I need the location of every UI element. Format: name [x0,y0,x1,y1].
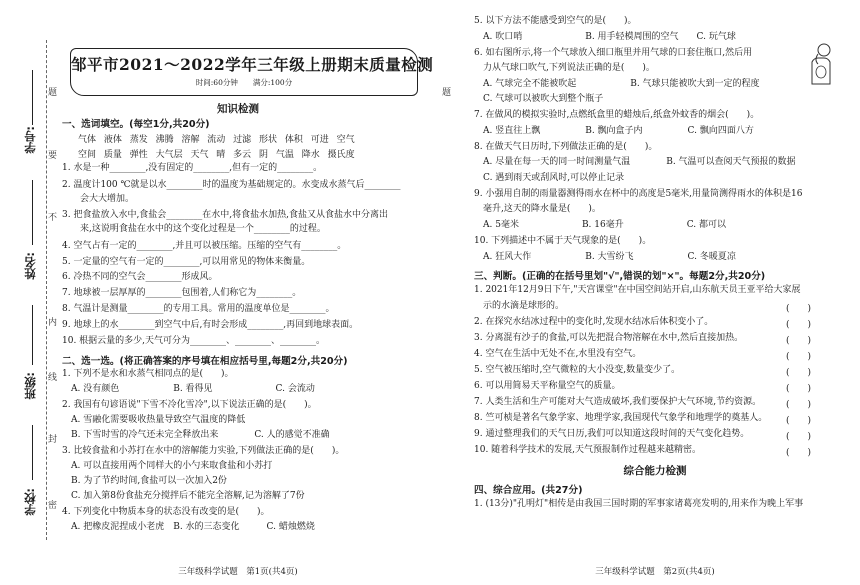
answer-paren: ( ) [786,368,812,378]
word-bank-row-1: 气体 液体 蒸发 沸腾 溶解 流动 过滤 形状 体积 可进 空气 [78,135,355,145]
class-label: 班级: [23,372,37,400]
fill-question: 4. 空气占有一定的________,并且可以被压缩。压缩的空气有________。 [62,241,347,251]
fill-question: 10. 根据云量的多少,天气可分为________、________、________。 [62,336,326,346]
balloon-bottle-figure [804,40,836,88]
choice-question: 6. 如右图所示,将一个气球放入细口瓶里并用气球的口套住瓶口,然后用 [474,48,753,58]
choice-option: A. 尽量在每一天的同一时间测量气温 B. 气温可以查阅天气预报的数据 [474,157,796,167]
judge-question: 3. 分离混有沙子的食盐,可以先把混合物溶解在水中,然后直接加热。 [474,333,744,343]
choice-option: C. 加入第8份食盐充分搅拌后不能完全溶解,记为溶解了7份 [62,491,305,501]
answer-paren: ( ) [786,384,812,394]
choice-question: 力从气球口吹气,下列说法正确的是( )。 [474,63,655,73]
fill-question: 1. 水是一种________,没有固定的________,但有一定的________。 [62,163,323,173]
student-id-label: 学号: [23,126,37,154]
seal-char: 题 [48,88,58,98]
exam-title: 邹平市2021～2022学年三年级上册期末质量检测 [71,55,434,74]
choice-option: A. 竖直往上飘 B. 飘向盒子内 C. 飘向四面八方 [474,126,754,136]
page-1 [62,0,434,585]
answer-paren: ( ) [786,352,812,362]
judge-question: 4. 空气在生活中无处不在,水里没有空气。 [474,349,642,359]
judge-question: 示的水滴是球形的。 [474,301,565,311]
choice-option: A. 雪融化需要吸收热量导致空气温度的降低 [62,415,246,425]
choice-question: 9. 小强用自制的雨量器测得雨水在杯中的高度是5毫米,用量筒测得雨水的体积是16 [474,189,803,199]
judge-question: 6. 可以用简易天平称量空气的质量。 [474,381,621,391]
choice-option: A. 狂风大作 B. 大雪纷飞 C. 冬暖夏凉 [474,252,736,262]
choice-question: 4. 下列变化中物质本身的状态没有改变的是( )。 [62,507,270,517]
seal-char: 不 [48,213,58,223]
field-line [32,70,33,125]
field-line [32,305,33,365]
page-2-footer: 三年级科学试题 第2页(共4页) [595,567,715,577]
choice-question: 3. 比较食盐和小苏打在水中的溶解能力实验,下列做法正确的是( )。 [62,446,345,456]
judge-question: 5. 空气被压缩时,空气微粒的大小没变,数量变少了。 [474,365,681,375]
judge-question: 1. 2021年12月9日下午,"天宫课堂"在中国空间站开启,山东航天员王亚平给大家展 [474,285,801,295]
section3-heading: 三、判断。(正确的在括号里划"√",错误的划"×"。每题2分,共20分) [474,271,766,282]
fill-question: 6. 冷热不同的空气会________形成风。 [62,272,218,282]
choice-option: A. 可以直接用两个同样大的小勺来取食盐和小苏打 [62,461,273,471]
seal-char: 封 [48,435,58,445]
answer-paren: ( ) [786,432,812,442]
choice-question: 毫升,这天的降水量是( )。 [474,204,601,214]
fill-question: 会大大增加。 [62,194,135,204]
fill-question: 来,这说明食盐在水中的这个变化过程是一个________的过程。 [62,224,326,234]
judge-question: 8. 竺可桢是著名气象学家、地理学家,我国现代气象学和地理学的奠基人。 [474,413,768,423]
choice-option: A. 吹口哨 B. 用手轻模周围的空气 C. 玩气球 [474,32,736,42]
choice-option: A. 5毫米 B. 16毫升 C. 都可以 [474,220,727,230]
choice-question: 2. 我国有句谚语说"下雪不冷化雪冷",以下说法正确的是( )。 [62,400,317,410]
answer-paren: ( ) [786,448,812,458]
choice-option: A. 把橡皮泥捏成小老虎 B. 水的三态变化 C. 蜡烛燃烧 [62,522,315,532]
application-question: 1. (13分)"孔明灯"相传是由我国三国时期的军事家诸葛亮发明的,用来作为晚上军事 [474,499,804,509]
knowledge-section-title: 知识检测 [217,103,259,115]
choice-option: B. 下雪时雪的冷气还未完全释放出来 C. 人的感觉不准确 [62,430,330,440]
seal-char: 内 [48,318,58,328]
field-line [32,180,33,245]
seal-char: 线 [48,373,58,383]
field-line [32,425,33,480]
seal-char: 题 [442,88,452,98]
ability-section-title: 综合能力检测 [623,465,687,477]
seal-char: 要 [48,151,58,161]
judge-question: 9. 通过整理我们的天气日历,我们可以知道这段时间的天气变化趋势。 [474,429,750,439]
fill-question: 8. 气温计是测量________的专用工具。常用的温度单位是________。 [62,304,335,314]
fill-question: 3. 把食盐放入水中,食盐会________在水中,将食盐水加热,食盐又从食盐水中分离出 [62,210,389,220]
exam-subtitle: 时间:60分钟 满分:100分 [195,78,293,87]
title-box [70,48,434,96]
seal-line [46,40,57,540]
word-bank-row-2: 空间 质量 弹性 大气层 天气 晴 多云 阴 气温 降水 摄氏度 [78,150,355,160]
school-label: 学校: [23,488,37,516]
choice-question: 8. 在做天气日历时,下列做法正确的是( )。 [474,142,658,152]
choice-option: A. 气球完全不能被吹起 B. 气球只能被吹大到一定的程度 [474,79,760,89]
choice-option: C. 气球可以被吹大到整个瓶子 [474,94,604,104]
binding-margin [0,0,58,585]
fill-question: 2. 温度计100 ℃就是以水________时的温度为基础规定的。水变成水蒸气后________ [62,180,401,190]
judge-question: 2. 在探究水结冰过程中的变化时,发现水结冰后体积变小了。 [474,317,714,327]
section1-heading: 一、选词填空。(每空1分,共20分) [62,119,210,130]
choice-question: 5. 以下方法不能感受到空气的是( )。 [474,16,637,26]
judge-question: 7. 人类生活和生产可能对大气造成破坏,我们要保护大气环境,节约资源。 [474,397,762,407]
answer-paren: ( ) [786,304,812,314]
section4-heading: 四、综合应用。(共27分) [474,485,583,496]
page-1-footer: 三年级科学试题 第1页(共4页) [178,567,298,577]
choice-option: C. 遇到雨天或刮风时,可以停止记录 [474,173,625,183]
page-2 [474,0,836,585]
answer-paren: ( ) [786,400,812,410]
answer-paren: ( ) [786,320,812,330]
choice-option: A. 没有颜色 B. 看得见 C. 会流动 [62,384,315,394]
fill-question: 7. 地球被一层厚厚的________包围着,人们称它为________。 [62,288,302,298]
judge-question: 10. 随着科学技术的发展,天气预报制作过程越来越精密。 [474,445,702,455]
choice-option: B. 为了节约时间,食盐可以一次加入2份 [62,476,227,486]
seal-char: 密 [48,501,58,511]
fill-question: 5. 一定量的空气有一定的________,可以用常见的物体来衡量。 [62,257,311,267]
choice-question: 10. 下列描述中不属于天气现象的是( )。 [474,236,652,246]
answer-paren: ( ) [786,336,812,346]
choice-question: 7. 在做风的模拟实验时,点燃纸盒里的蜡烛后,纸盒外蚊香的烟会( )。 [474,110,760,120]
choice-question: 1. 下列不是水和水蒸气相同点的是( )。 [62,369,234,379]
fill-question: 9. 地球上的水________到空气中后,有时会形成________,再回到地球表面。 [62,320,359,330]
section2-heading: 二、选一选。(将正确答案的序号填在相应括号里,每题2分,共20分) [62,356,348,367]
answer-paren: ( ) [786,416,812,426]
name-label: 姓名: [23,252,37,280]
